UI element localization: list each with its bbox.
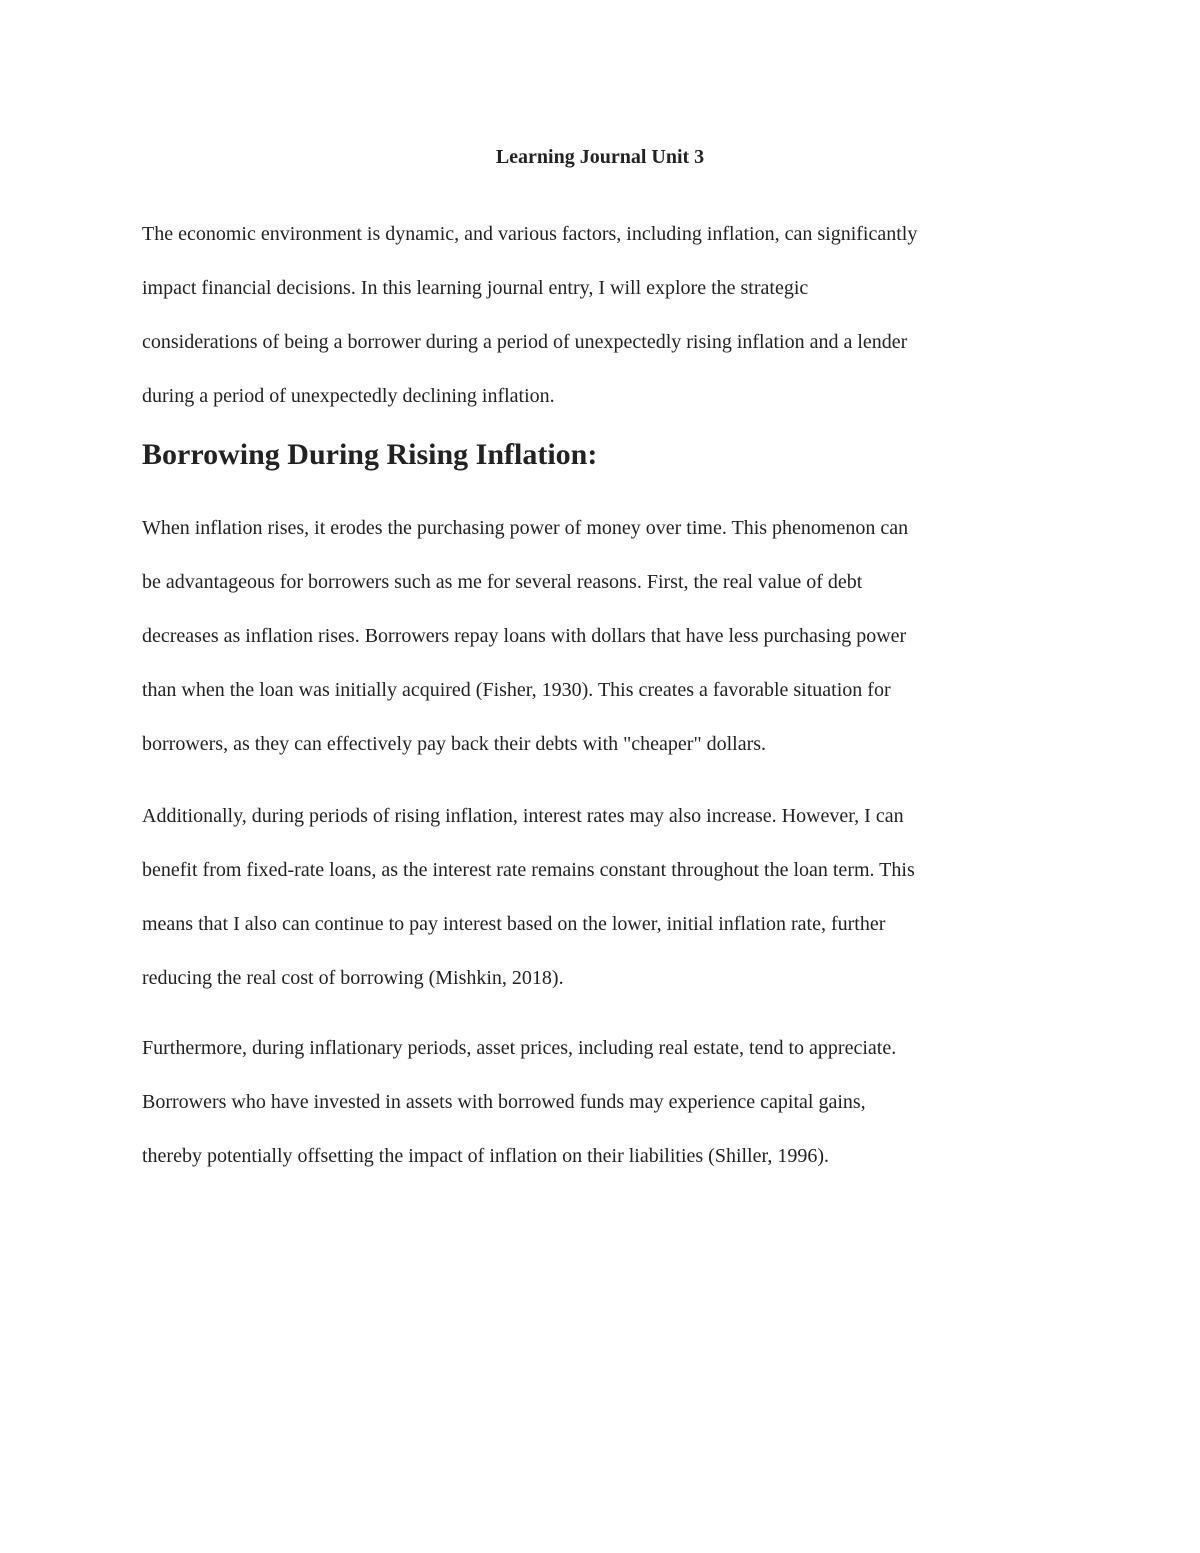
paragraph-line: means that I also can continue to pay interest based on the lower, initial inflation rate, further [142,913,886,935]
document-body [142,138,1058,1183]
paragraph-fixed-rate-loans [142,789,1058,1005]
intro-line: The economic environment is dynamic, and various factors, including inflation, can significantly [142,223,918,245]
intro-line: during a period of unexpectedly declining inflation. [142,385,555,407]
paragraph-line: reducing the real cost of borrowing (Mishkin, 2018). [142,967,564,989]
paragraph-asset-prices [142,1021,1058,1183]
intro-paragraph [142,207,1058,423]
paragraph-line: benefit from fixed-rate loans, as the interest rate remains constant throughout the loan term. This [142,859,915,881]
document-title: Learning Journal Unit 3 [495,146,705,168]
intro-line: considerations of being a borrower during a period of unexpectedly rising inflation and a lender [142,331,908,353]
paragraph-line: borrowers, as they can effectively pay back their debts with "cheaper" dollars. [142,733,767,755]
paragraph-line: thereby potentially offsetting the impact of inflation on their liabilities (Shiller, 1996). [142,1145,830,1167]
section-heading-borrowing: Borrowing During Rising Inflation: [142,438,598,471]
paragraph-line: than when the loan was initially acquired (Fisher, 1930). This creates a favorable situation for [142,679,891,701]
paragraph-line: decreases as inflation rises. Borrowers repay loans with dollars that have less purchasing power [142,625,907,647]
paragraph-purchasing-power [142,501,1058,771]
paragraph-line: be advantageous for borrowers such as me for several reasons. First, the real value of debt [142,571,863,593]
paragraph-line: Furthermore, during inflationary periods, asset prices, including real estate, tend to appreciate. [142,1037,897,1059]
paragraph-line: Additionally, during periods of rising inflation, interest rates may also increase. However, I can [142,805,904,827]
paragraph-line: When inflation rises, it erodes the purchasing power of money over time. This phenomenon can [142,517,909,539]
intro-line: impact financial decisions. In this learning journal entry, I will explore the strategic [142,277,809,299]
paragraph-line: Borrowers who have invested in assets with borrowed funds may experience capital gains, [142,1091,866,1113]
